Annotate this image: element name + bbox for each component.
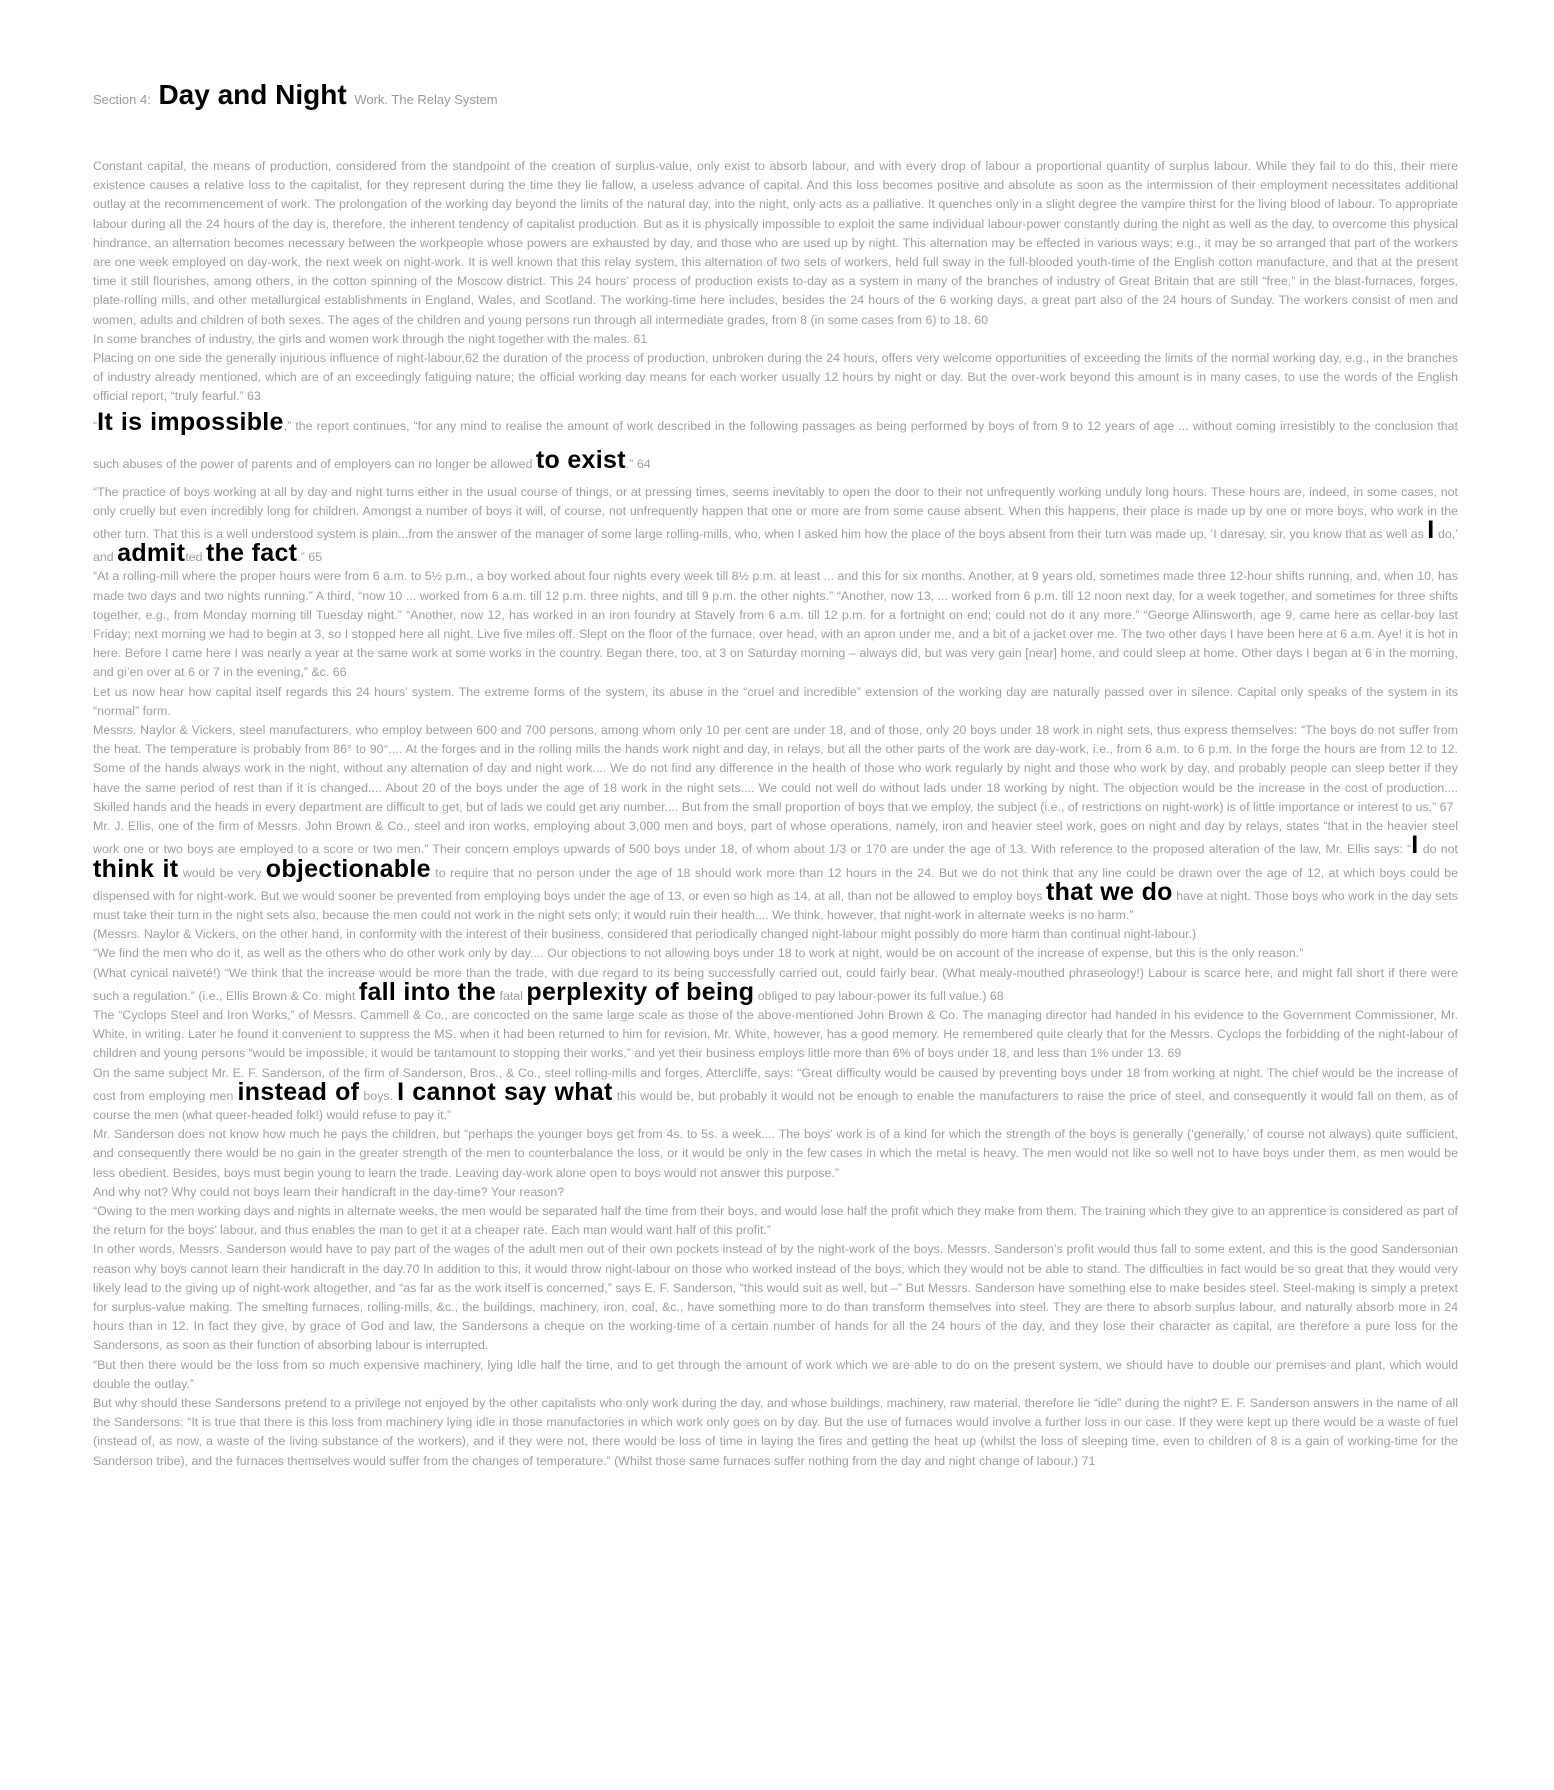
highlighted-phrase: that we do: [1045, 877, 1173, 906]
highlighted-phrase: the fact: [205, 539, 298, 568]
section-number: Section 4:: [93, 92, 151, 107]
text-run: do not: [1418, 842, 1458, 857]
highlighted-phrase: I: [1427, 516, 1435, 545]
section-heading: [93, 78, 1458, 117]
paragraph: “At a rolling-mill where the proper hours were from 6 a.m. to 5½ p.m., a boy worked about four nights every week till 8½ p.m. at least ... and this for six months. Another, at 9 years old, sometimes made three 12-hour shifts running, and, when 10, has made two days and two nights running.” A third, “now 10 ... worked from 6 a.m. till 12 p.m. three nights, and till 9 p.m. the other nights.” “Another, now 13, ... worked from 6 p.m. till 12 noon next day, for a week together, and sometimes for three shifts together, e.g., from Monday morning till Tuesday night.” “Another, now 12, has worked in an iron foundry at Stavely from 6 a.m. till 12 p.m. for a fortnight on end; could not do it any more.” “George Allinsworth, age 9, came here as cellar-boy last Friday; next morning we had to begin at 3, so I stopped here all night. Live five miles off. Slept on the floor of the furnace, over head, with an apron under me, and a bit of a jacket over me. The two other days I have been here at 6 a.m. Aye! it is hot in here. Before I came here I was nearly a year at the same work at some works in the country. Began there, too, at 3 on Saturday morning – always did, but was very gain [near] home, and could sleep at home. Other days I began at 6 in the morning, and gi’en over at 6 or 7 in the evening,” &c. 66: [93, 569, 1458, 680]
highlighted-phrase: to exist: [535, 445, 626, 474]
highlighted-phrase: objectionable: [265, 854, 431, 883]
document-page: [93, 78, 1458, 1471]
highlighted-phrase: fall into the: [358, 977, 497, 1006]
text-run: obliged to pay labour-power its full value.) 68: [754, 988, 1004, 1003]
paragraph: Constant capital, the means of production, considered from the standpoint of the creation of surplus-value, only exist to absorb labour, and with every drop of labour a proportional quantity of surplus labour. While they fail to do this, their mere existence causes a relative loss to the capitalist, for they represent during the time they lie fallow, a useless advance of capital. And this loss becomes positive and absolute as soon as the intermission of their employment necessitates additional outlay at the recommencement of work. The prolongation of the working day beyond the limits of the natural day, into the night, only acts as a palliative. It quenches only in a slight degree the vampire thirst for the living blood of labour. To appropriate labour during all the 24 hours of the day is, therefore, the inherent tendency of capitalist production. But as it is physically impossible to exploit the same individual labour-power constantly during the night as well as the day, to overcome this physical hindrance, an alternation becomes necessary between the workpeople whose powers are exhausted by day, and those who are used up by night. This alternation may be effected in various ways; e.g., it may be so arranged that part of the workers are one week employed on day-work, the next week on night-work. It is well known that this relay system, this alternation of two sets of workers, held full sway in the full-blooded youth-time of the English cotton manufacture, and that at the present time it still flourishes, among others, in the cotton spinning of the Moscow district. This 24 hours’ process of production exists to-day as a system in many of the branches of industry of Great Britain that are still “free,” in the blast-furnaces, forges, plate-rolling mills, and other metallurgical establishments in England, Wales, and Scotland. The working-time here includes, besides the 24 hours of the 6 working days, a great part also of the 24 hours of Sunday. The workers consist of men and women, adults and children of both sexes. The ages of the children and young persons run through all intermediate grades, from 8 (in some cases from 6) to 18. 60: [93, 159, 1458, 327]
paragraph: And why not? Why could not boys learn their handicraft in the day-time? Your reason?: [93, 1184, 565, 1199]
highlighted-phrase: perplexity of being: [526, 977, 755, 1006]
paragraph-highlighted: [93, 817, 1458, 925]
paragraph: “We find the men who do it, as well as the others who do other work only by day.... Our objections to not allowing boys under 18 to work at night, would be on account of the increase of expense, but this is the only reason.”: [93, 946, 1304, 961]
highlighted-phrase: I cannot say what: [397, 1077, 613, 1106]
paragraph: Let us now hear how capital itself regards this 24 hours’ system. The extreme forms of the system, its abuse in the “cruel and incredible” extension of the working day are naturally passed over in silence. Capital only speaks of the system in its “normal” form.: [93, 684, 1458, 718]
highlighted-phrase: admit: [117, 539, 186, 568]
paragraph-highlighted: [93, 407, 1458, 483]
paragraph-highlighted: [93, 483, 1458, 568]
paragraph-highlighted: [93, 1064, 1458, 1126]
paragraph: “But then there would be the loss from so much expensive machinery, lying idle half the time, and to get through the amount of work which we are able to do on the present system, we should have to double our premises and plant, which would double the outlay.”: [93, 1357, 1458, 1391]
section-title-emphasis: Day and Night: [158, 79, 347, 110]
paragraph: Mr. Sanderson does not know how much he pays the children, but “perhaps the younger boys get from 4s. to 5s. a week.... The boys’ work is of a kind for which the strength of the boys is generally (‘generally,’ of course not always) quite sufficient, and consequently there would be no gain in the greater strength of the men to counterbalance the loss, or it would be only in the few cases in which the metal is heavy. The men would not like so well not to have boys under them, as men would be less obedient. Besides, boys must begin young to learn the trade. Leaving day-work alone open to boys would not answer this purpose.”: [93, 1127, 1458, 1180]
paragraph: “Owing to the men working days and nights in alternate weeks, the men would be separated half the time from their boys, and would lose half the profit which they make from them. The training which they give to an apprentice is considered as part of the return for the boys’ labour, and thus enables the man to get it at a cheaper rate. Each man would want half of this profit.”: [93, 1203, 1458, 1238]
highlighted-phrase: think it: [93, 854, 179, 883]
text-run: have at night. Those boys who work in the day sets must take their turn in the night sets also, because the men could not work in the night sets only; it would ruin their health.... We think, however, that night-work in alternate weeks is no harm.”: [93, 888, 1458, 922]
text-run: to require that no person under the age of 18 should work more than 12 hours in the 24. But we do not think that any line could be drawn over the age of 12, at which boys could be dispensed with for night-work. But we would sooner be prevented from employing boys under the age of 13, or even so high as 14, at all, than not be allowed to employ boys: [93, 865, 1458, 903]
highlighted-phrase: instead of: [237, 1077, 360, 1106]
text-run: fatal: [496, 988, 527, 1003]
text-run: .” 64: [625, 456, 651, 471]
text-run: “: [93, 418, 98, 433]
text-run: ,” the report continues, “for any mind to realise the amount of work described in the following passages as being performed by boys of from 9 to 12 years of age ... without coming irresistibly to the conclusion that such abuses of the power of parents and of employers can no longer be allowed: [93, 418, 1458, 471]
paragraph: But why should these Sandersons pretend to a privilege not enjoyed by the other capitalists who only work during the day, and whose buildings, machinery, raw material, therefore lie “idle” during the night? E. F. Sanderson answers in the name of all the Sandersons: “It is true that there is this loss from machinery lying idle in those manufactories in which work only goes on by day. But the use of furnaces would involve a further loss in our case. If they were kept up there would be a waste of fuel (instead of, as now, a waste of the living substance of the workers), and if they were not, there would be loss of time in laying the fires and getting the heat up (whilst the loss of sleeping time, even to children of 8 is a gain of working-time for the Sanderson tribe), and the furnaces themselves would suffer from the changes of temperature.” (Whilst those same furnaces suffer nothing from the day and night change of labour.) 71: [93, 1395, 1458, 1468]
text-run: would be very: [178, 865, 266, 880]
paragraph: In some branches of industry, the girls and women work through the night together with the males. 61: [93, 331, 648, 346]
text-run: .” 65: [297, 550, 323, 565]
text-run: (What cynical naïveté!) “We think that the increase would be more than the trade, with due regard to its being successfully carried out, could fairly bear. (What mealy-mouthed phraseology!) Labour is scarce here, and might fall short if there were such a regulation.” (i.e., Ellis Brown & Co. might: [93, 965, 1458, 1003]
text-run: this would be, but probably it would not be enough to enable the manufacturers to raise the price of steel, and consequently it would fall on them, as of course the men (what queer-headed folk!) would refuse to pay it.”: [93, 1088, 1458, 1122]
paragraph: (Messrs. Naylor & Vickers, on the other hand, in conformity with the interest of their business, considered that periodically changed night-labour might possibly do more harm than continual night-labour.): [93, 927, 1197, 942]
paragraph: Messrs. Naylor & Vickers, steel manufacturers, who employ between 600 and 700 persons, among whom only 10 per cent are under 18, and of those, only 20 boys under 18 work in night sets, thus express themselves: “The boys do not suffer from the heat. The temperature is probably from 86° to 90°.... At the forges and in the rolling mills the hands work night and day, in relays, but all the other parts of the work are day-work, i.e., from 6 a.m. to 6 p.m. In the forge the hours are from 12 to 12. Some of the hands always work in the night, without any alternation of day and night work.... We do not find any difference in the health of those who work regularly by night and those who work by day, and probably people can sleep better if they have the same period of rest than if it is changed.... About 20 of the boys under the age of 18 work in the night sets.... We could not well do without lads under 18 working by night. The objection would be the increase in the cost of production.... Skilled hands and the heads in every department are difficult to get, but of lads we could get any number.... But from the small proportion of boys that we employ, the subject (i.e., of restrictions on night-work) is of little importance or interest to us.” 67: [93, 723, 1458, 814]
highlighted-phrase: I: [1411, 831, 1419, 860]
highlighted-phrase: It is impossible: [97, 407, 284, 436]
text-run: boys.: [359, 1088, 398, 1103]
paragraph-highlighted: [93, 964, 1458, 1006]
text-run: On the same subject Mr. E. F. Sanderson, of the firm of Sanderson, Bros., & Co., steel rolling-mills and forges, Attercliffe, says: “Great difficulty would be caused by preventing boys under 18 from working at night. The chief would be the increase of cost from employing men: [93, 1065, 1458, 1103]
text-run: Mr. J. Ellis, one of the firm of Messrs. John Brown & Co., steel and iron works, employing about 3,000 men and boys, part of whose operations, namely, iron and heavier steel work, goes on night and day by relays, states “that in the heavier steel work one or two boys are employed to a score or two men.” Their concern employs upwards of 500 boys under 18, of whom about 1/3 or 170 are under the age of 13. With reference to the proposed alteration of the law, Mr. Ellis says: “: [93, 819, 1458, 857]
paragraph: In other words, Messrs. Sanderson would have to pay part of the wages of the adult men out of their own pockets instead of by the night-work of the boys. Messrs. Sanderson’s profit would thus fall to some extent, and this is the good Sandersonian reason why boys cannot learn their handicraft in the day.70 In addition to this, it would throw night-labour on those who worked instead of the boys, which they would not be able to stand. The difficulties in fact would be so great that they would very likely lead to the giving up of night-work altogether, and “as far as the work itself is concerned,” says E. F. Sanderson, “this would suit as well, but –” But Messrs. Sanderson have something else to make besides steel. Steel-making is simply a pretext for surplus-value making. The smelting furnaces, rolling-mills, &c., the buildings, machinery, iron, coal, &c., have something more to do than transform themselves into steel. They are there to absorb surplus labour, and naturally absorb more in 24 hours than in 12. In fact they give, by grace of God and law, the Sandersons a cheque on the working-time of a certain number of hands for all the 24 hours of the day, and they lose their character as capital, are therefore a pure loss for the Sandersons, as soon as their function of absorbing labour is interrupted.: [93, 1242, 1458, 1353]
body-text: [93, 157, 1458, 1471]
section-title-rest: Work. The Relay System: [354, 92, 498, 107]
paragraph: The “Cyclops Steel and Iron Works,” of Messrs. Cammell & Co., are concocted on the same large scale as those of the above-mentioned John Brown & Co. The managing director had handed in his evidence to the Government Commissioner, Mr. White, in writing. Later he found it convenient to suppress the MS. when it had been returned to him for revision. Mr. White, however, has a good memory. He remembered quite clearly that for the Messrs. Cyclops the forbidding of the night-labour of children and young persons “would be impossible, it would be tantamount to stopping their works,” and yet their business employs little more than 6% of boys under 18, and less than 1% under 13. 69: [93, 1007, 1458, 1061]
text-run: ted: [185, 550, 206, 565]
text-run: “The practice of boys working at all by day and night turns either in the usual course of things, or at pressing times, seems inevitably to open the door to their not unfrequently working unduly long hours. These hours are, indeed, in some cases, not only cruelly but even incredibly long for children. Amongst a number of boys it will, of course, not unfrequently happen that one or more are from some cause absent. When this happens, their place is made up by one or more boys, who work in the other turn. That this is a well understood system is plain...from the answer of the manager of some large rolling-mills, who, when I asked him how the place of the boys absent from their turn was made up, ‘I daresay, sir, you know that as well as: [93, 484, 1458, 542]
text-run: do,’ and: [93, 527, 1458, 565]
paragraph: Placing on one side the generally injurious influence of night-labour,62 the duration of the process of production, unbroken during the 24 hours, offers very welcome opportunities of exceeding the limits of the normal working day, e.g., in the branches of industry already mentioned, which are of an exceedingly fatiguing nature; the official working day means for each worker usually 12 hours by night or day. But the over-work beyond this amount is in many cases, to use the words of the English official report, “truly fearful.” 63: [93, 351, 1458, 404]
